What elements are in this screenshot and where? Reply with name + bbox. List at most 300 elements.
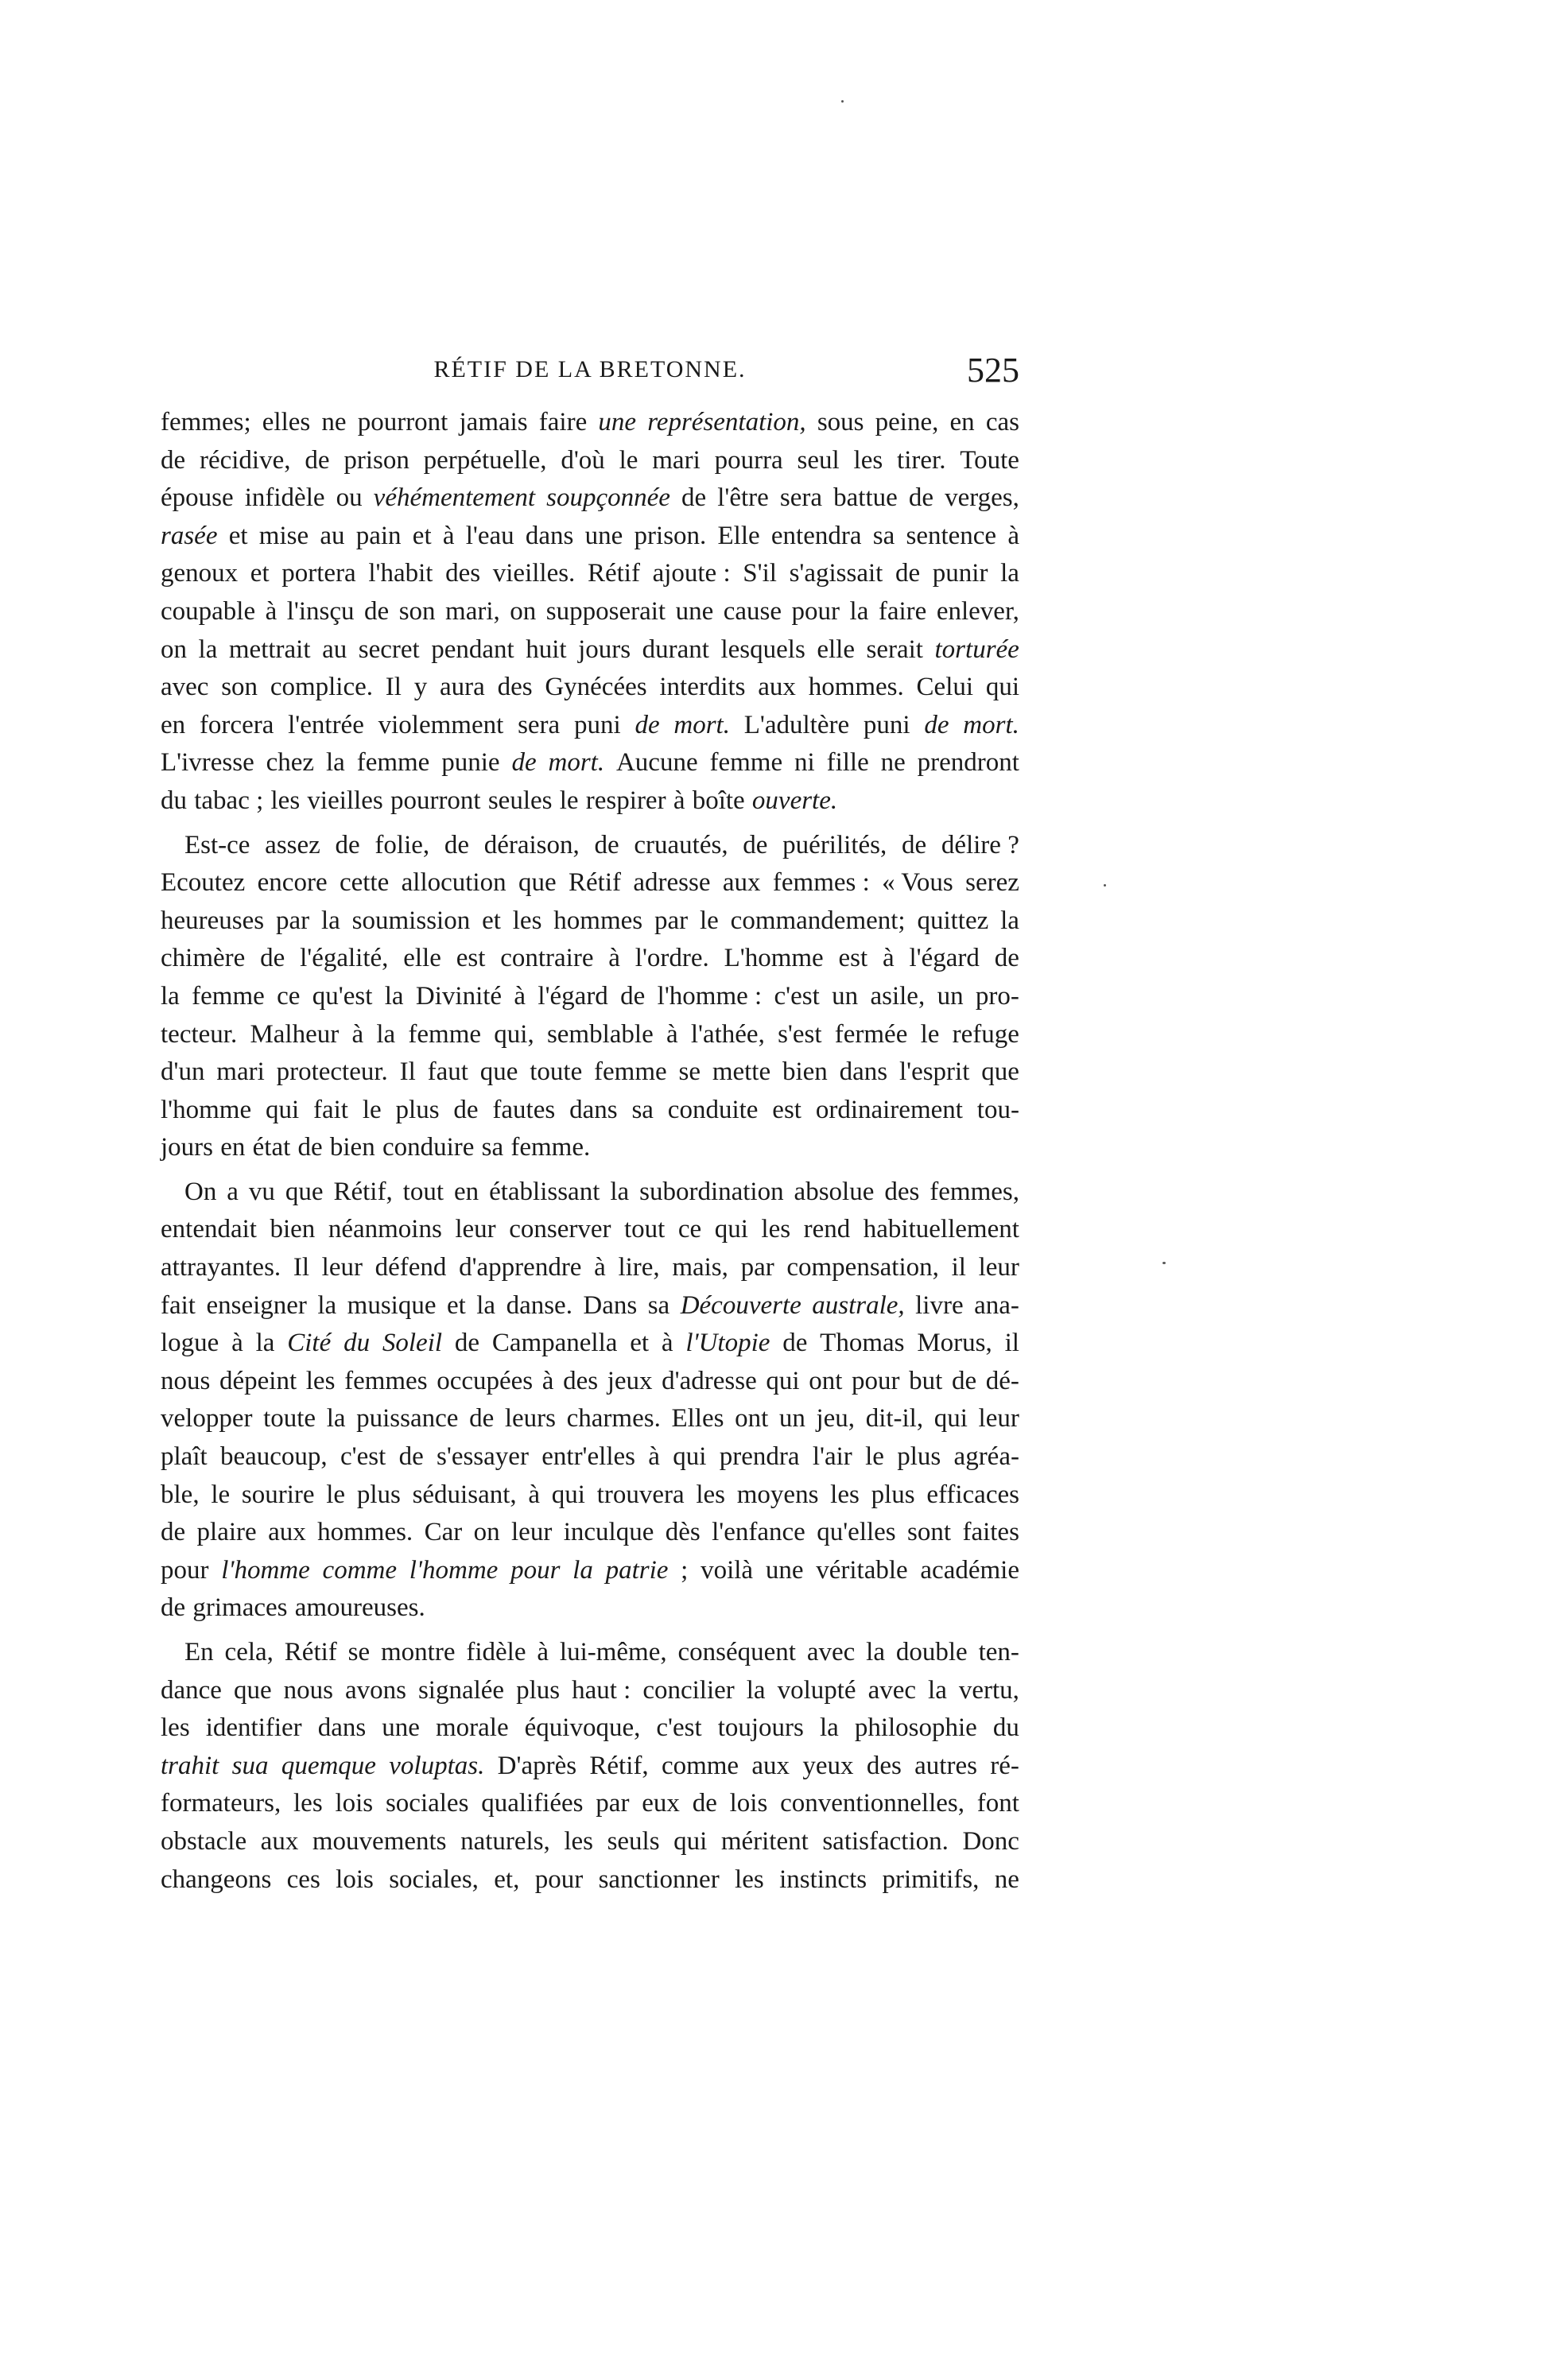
word: délire ? — [941, 830, 1019, 859]
word: pourront — [390, 786, 481, 815]
word: mari — [652, 445, 701, 475]
word: fermée — [834, 1019, 908, 1049]
word: ne — [880, 748, 906, 778]
italic-word: rasée — [161, 521, 218, 550]
text-line — [161, 1476, 1019, 1515]
word: de — [620, 981, 646, 1011]
word: danse. — [506, 1290, 572, 1320]
word: la — [866, 1638, 885, 1666]
italic-word: mort. — [963, 710, 1019, 739]
word: Thomas — [820, 1329, 905, 1358]
word: cruautés, — [634, 830, 728, 859]
text-line — [161, 978, 1019, 1016]
word: tout — [624, 1215, 666, 1244]
word: de — [453, 1095, 479, 1124]
text-line — [161, 1552, 1019, 1590]
text-line — [161, 1400, 1019, 1438]
text-line — [161, 593, 1019, 631]
word: de — [594, 830, 619, 859]
word: mise — [258, 521, 309, 550]
word: ne — [321, 408, 347, 436]
word: de — [454, 1329, 479, 1358]
word: qui — [551, 1480, 585, 1509]
italic-word: pour — [510, 1555, 561, 1585]
word: est — [456, 944, 486, 973]
word: attrayantes. — [161, 1253, 281, 1282]
word: aura — [440, 673, 485, 702]
word: soumission — [351, 906, 471, 935]
word: la — [255, 1329, 275, 1358]
word: moyens — [736, 1480, 819, 1509]
text-line — [161, 1709, 1019, 1748]
word: femme — [408, 1019, 482, 1049]
word: qu'est — [312, 981, 373, 1011]
word: dans — [839, 1057, 888, 1087]
text-line — [161, 669, 1019, 707]
word: musique — [347, 1290, 437, 1320]
word: on — [510, 596, 537, 626]
italic-word: une — [598, 408, 637, 436]
word: c'est — [340, 1442, 386, 1472]
word: pourra — [714, 445, 783, 475]
word: peine, — [875, 408, 939, 436]
word: ni — [794, 748, 815, 778]
word: Gynécées — [545, 673, 647, 702]
italic-word: du — [343, 1329, 371, 1358]
word: Rétif — [569, 868, 621, 898]
word: qui — [766, 1366, 800, 1395]
word: à — [231, 1329, 243, 1358]
word: récidive, — [199, 445, 291, 475]
word: et — [250, 559, 270, 588]
word: interdits — [659, 673, 746, 702]
italic-word: Cité — [287, 1329, 332, 1358]
word: des — [497, 673, 533, 702]
word: fait — [313, 1095, 348, 1124]
word: faire — [538, 408, 588, 436]
word: conventionnelles, — [780, 1789, 964, 1818]
word: sous — [817, 408, 864, 436]
word: eux — [642, 1789, 680, 1818]
word: l'entrée — [288, 710, 364, 739]
word: l'insçu — [286, 596, 355, 626]
word: et — [482, 906, 501, 935]
word: à — [883, 944, 895, 973]
text-line — [161, 404, 1019, 442]
word: qu'elles — [817, 1518, 896, 1547]
word: en — [161, 710, 186, 739]
word: jours — [161, 1133, 213, 1162]
word: un — [778, 1404, 805, 1434]
word: et — [630, 1329, 650, 1358]
text-line — [161, 1514, 1019, 1552]
word: entr'elles — [541, 1442, 635, 1472]
word: l'égard — [538, 981, 608, 1011]
word: heureuses — [161, 906, 265, 935]
word: jeux — [607, 1366, 653, 1395]
word: de — [782, 1329, 808, 1358]
word: durant — [642, 634, 709, 664]
word: on — [473, 1518, 500, 1547]
word: femmes : — [772, 868, 870, 898]
word: les — [270, 786, 301, 815]
word: à — [514, 981, 526, 1011]
word: un — [832, 981, 859, 1011]
word: voilà — [701, 1555, 754, 1585]
word: volupté — [777, 1675, 856, 1705]
word: sera — [518, 710, 561, 739]
word: pendant — [431, 634, 514, 664]
word: supposerait — [545, 596, 666, 626]
paragraph — [161, 1174, 1019, 1628]
word: plaire — [196, 1518, 257, 1547]
word: en — [949, 408, 975, 436]
word: dépeint — [219, 1366, 297, 1395]
word: académie — [920, 1555, 1019, 1585]
word: état — [252, 1133, 291, 1162]
italic-word: la — [572, 1555, 593, 1585]
word: aux — [758, 673, 796, 702]
word: grimaces — [192, 1593, 288, 1623]
word: à — [673, 786, 685, 815]
word: l'ordre. — [635, 944, 709, 973]
italic-word: de — [924, 710, 949, 739]
italic-word: trahit — [161, 1751, 219, 1780]
word: de — [444, 830, 470, 859]
word: qui — [714, 1215, 748, 1244]
word: que — [479, 1057, 518, 1087]
word: agréa- — [953, 1442, 1019, 1472]
word: sa — [481, 1133, 504, 1162]
word: toute — [530, 1057, 583, 1087]
word: sourire — [241, 1480, 315, 1509]
word: l'athée, — [690, 1019, 765, 1049]
word: d'apprendre — [459, 1253, 582, 1282]
word: s'essayer — [437, 1442, 529, 1472]
italic-word: véhémentement — [373, 483, 536, 513]
word: L'homme — [724, 944, 824, 973]
word: la — [376, 1019, 396, 1049]
word: ten- — [978, 1638, 1019, 1666]
text-line — [161, 1211, 1019, 1249]
word: ce — [277, 981, 301, 1011]
word: leur — [321, 1253, 363, 1282]
word: aux — [722, 868, 761, 898]
word: un — [937, 981, 964, 1011]
word: jours — [578, 634, 631, 664]
word: le — [865, 1442, 884, 1472]
word: ; — [681, 1555, 689, 1585]
word: enlever, — [936, 596, 1019, 626]
word: allocution — [401, 868, 506, 898]
word: huit — [526, 634, 567, 664]
word: chimère — [161, 944, 246, 973]
word: ont — [809, 1366, 843, 1395]
word: Il — [385, 673, 402, 702]
word: leur — [978, 1253, 1019, 1282]
word: Rétif — [284, 1638, 337, 1666]
word: vertu, — [958, 1675, 1019, 1705]
word: l'être — [717, 483, 769, 513]
italic-word: comme — [322, 1555, 398, 1585]
word: à — [541, 1366, 554, 1395]
word: haut : — [572, 1675, 631, 1705]
word: ce — [677, 1215, 702, 1244]
word: compensation, — [786, 1253, 939, 1282]
word: vieilles. — [492, 559, 576, 588]
word: cette — [339, 868, 390, 898]
word: son — [398, 596, 436, 626]
word: Campanella — [491, 1329, 618, 1358]
word: une — [765, 1555, 804, 1585]
text-line — [161, 1785, 1019, 1823]
word: serait — [866, 634, 923, 664]
italic-word: de — [511, 748, 537, 778]
word: femmes, — [930, 1177, 1019, 1206]
word: qui — [933, 1404, 968, 1434]
word: elles — [262, 408, 311, 436]
word: la — [1000, 906, 1019, 935]
word: battue — [833, 483, 898, 513]
word: et — [228, 521, 248, 550]
word: nous — [283, 1675, 333, 1705]
word: tout — [402, 1177, 444, 1206]
word: mettrait — [228, 634, 311, 664]
text-line — [161, 782, 1019, 821]
word: lois — [335, 1789, 374, 1818]
word: séduisant, — [412, 1480, 517, 1509]
running-head: RÉTIF DE LA BRETONNE. — [433, 356, 747, 382]
word: le — [362, 1095, 382, 1124]
word: primitifs, — [882, 1864, 980, 1894]
word: ont — [735, 1404, 769, 1434]
word: efficaces — [926, 1480, 1019, 1509]
word: ordinairement — [815, 1095, 963, 1124]
word: s'est — [778, 1019, 822, 1049]
word: On — [184, 1177, 217, 1206]
word: l'habit — [368, 559, 433, 588]
word: équivoque, — [524, 1713, 641, 1743]
word: Donc — [962, 1826, 1019, 1856]
word: déraison, — [483, 830, 580, 859]
word: Aucune — [615, 748, 698, 778]
text-line — [161, 1092, 1019, 1130]
text-line — [161, 1823, 1019, 1861]
word: dance — [161, 1675, 222, 1705]
text-line — [161, 518, 1019, 556]
word: une — [584, 521, 623, 550]
word: à — [351, 1019, 364, 1049]
word: de — [335, 830, 360, 859]
word: qui — [673, 1826, 708, 1856]
word: la — [326, 1404, 346, 1434]
word: femme — [192, 981, 265, 1011]
text-line — [161, 1249, 1019, 1287]
word: puni — [573, 710, 621, 739]
word: véritable — [816, 1555, 908, 1585]
word: à — [648, 1442, 660, 1472]
word: Elle — [717, 521, 760, 550]
word: puérilités, — [782, 830, 887, 859]
word: morale — [435, 1713, 509, 1743]
word: font — [976, 1789, 1019, 1818]
word: jamais — [459, 408, 528, 436]
word: respirer — [585, 786, 666, 815]
word: aux — [751, 1751, 790, 1780]
italic-word: patrie — [605, 1555, 669, 1585]
word: Malheur — [250, 1019, 340, 1049]
word: vu — [248, 1177, 275, 1206]
word: l'air — [812, 1442, 852, 1472]
text-line — [161, 1589, 1019, 1628]
word: les — [293, 1789, 323, 1818]
word: qui — [265, 1095, 300, 1124]
word: Il — [399, 1057, 416, 1087]
word: sa — [631, 1095, 654, 1124]
word: faut — [427, 1057, 468, 1087]
word: formateurs, — [161, 1789, 281, 1818]
word: Rétif, — [589, 1751, 649, 1780]
word: la — [325, 748, 345, 778]
word: que — [981, 1057, 1019, 1087]
word: de — [364, 596, 390, 626]
word: bien — [329, 1133, 375, 1162]
word: Il — [293, 1253, 310, 1282]
word: à — [265, 596, 278, 626]
word: de — [908, 483, 933, 513]
page-number: 525 — [967, 351, 1019, 390]
italic-word: de — [635, 710, 660, 739]
word: conséquent — [677, 1638, 796, 1666]
word: mais, — [672, 1253, 728, 1282]
word: portera — [281, 559, 356, 588]
word: toute — [263, 1404, 316, 1434]
word: cas — [985, 408, 1019, 436]
text-line — [161, 1287, 1019, 1325]
word: le — [326, 1480, 346, 1509]
word: le — [211, 1480, 231, 1509]
text-line — [161, 1438, 1019, 1476]
word: En — [184, 1638, 214, 1666]
scan-speck — [841, 100, 844, 103]
word: leur — [455, 1215, 496, 1244]
scan-speck — [1162, 1262, 1166, 1264]
word: à — [442, 521, 455, 550]
word: leurs — [504, 1404, 556, 1434]
word: la — [476, 1290, 496, 1320]
word: de — [305, 445, 330, 475]
word: « Vous — [882, 868, 953, 898]
word: obstacle — [161, 1826, 247, 1856]
word: les — [761, 1215, 791, 1244]
word: naturels, — [460, 1826, 550, 1856]
word: ana- — [974, 1290, 1019, 1320]
word: tabac ; — [194, 786, 264, 815]
word: plaît — [161, 1442, 208, 1472]
word: de — [398, 1442, 424, 1472]
word: pourront — [357, 408, 448, 436]
italic-word: mort. — [673, 710, 730, 739]
word: fait — [161, 1290, 196, 1320]
word: Toute — [960, 445, 1019, 475]
italic-word: ouverte. — [751, 786, 838, 815]
word: Celui — [916, 673, 974, 702]
word: a — [227, 1177, 239, 1206]
word: des — [445, 559, 481, 588]
word: Ecoutez — [161, 868, 246, 898]
word: livre — [915, 1290, 964, 1320]
word: entendait — [161, 1215, 257, 1244]
word: charmes. — [566, 1404, 661, 1434]
word: L'ivresse — [161, 748, 254, 778]
word: ré- — [990, 1751, 1019, 1780]
word: fautes — [492, 1095, 556, 1124]
word: femme — [709, 748, 783, 778]
word: les — [696, 1480, 726, 1509]
text-line — [161, 555, 1019, 593]
word: vieilles — [307, 786, 383, 815]
word: épouse — [161, 483, 234, 513]
word: c'est — [774, 981, 820, 1011]
word: faites — [962, 1518, 1019, 1547]
page-header — [161, 347, 1019, 394]
word: l'égalité, — [300, 944, 389, 973]
word: puissance — [356, 1404, 459, 1434]
word: refuge — [952, 1019, 1019, 1049]
word: à — [661, 1329, 673, 1358]
word: les — [564, 1826, 594, 1856]
word: hommes. — [317, 1518, 413, 1547]
word: sentence — [906, 521, 997, 550]
word: punir — [932, 559, 988, 588]
word: au — [320, 521, 345, 550]
paragraph — [161, 404, 1019, 821]
word: cela, — [224, 1638, 274, 1666]
word: femme. — [510, 1133, 591, 1162]
word: habituellement — [863, 1215, 1019, 1244]
word: perpétuelle, — [423, 445, 547, 475]
word: que — [285, 1177, 324, 1206]
word: avons — [344, 1675, 406, 1705]
word: qui — [673, 1442, 707, 1472]
word: mari — [216, 1057, 265, 1087]
word: à — [608, 944, 620, 973]
word: Divinité — [415, 981, 503, 1011]
paragraph-gap — [161, 1628, 1019, 1634]
word: hommes — [553, 906, 643, 935]
word: nous — [161, 1366, 211, 1395]
scan-speck — [1104, 884, 1106, 887]
word: mette — [712, 1057, 771, 1087]
text-line — [161, 707, 1019, 745]
italic-word: l'homme — [221, 1555, 310, 1585]
word: une — [382, 1713, 420, 1743]
word: est — [838, 944, 868, 973]
word: sanctionner — [598, 1864, 720, 1894]
word: de — [161, 1518, 186, 1547]
word: dans — [525, 521, 574, 550]
text-line — [161, 1748, 1019, 1786]
word: il — [1004, 1329, 1019, 1358]
word: de — [297, 1133, 323, 1162]
word: ou — [336, 483, 363, 513]
word: les — [830, 1480, 860, 1509]
word: le — [559, 786, 579, 815]
word: absolue — [794, 1177, 875, 1206]
word: serez — [965, 868, 1019, 898]
word: Elles — [671, 1404, 724, 1434]
word: conduire — [382, 1133, 475, 1162]
